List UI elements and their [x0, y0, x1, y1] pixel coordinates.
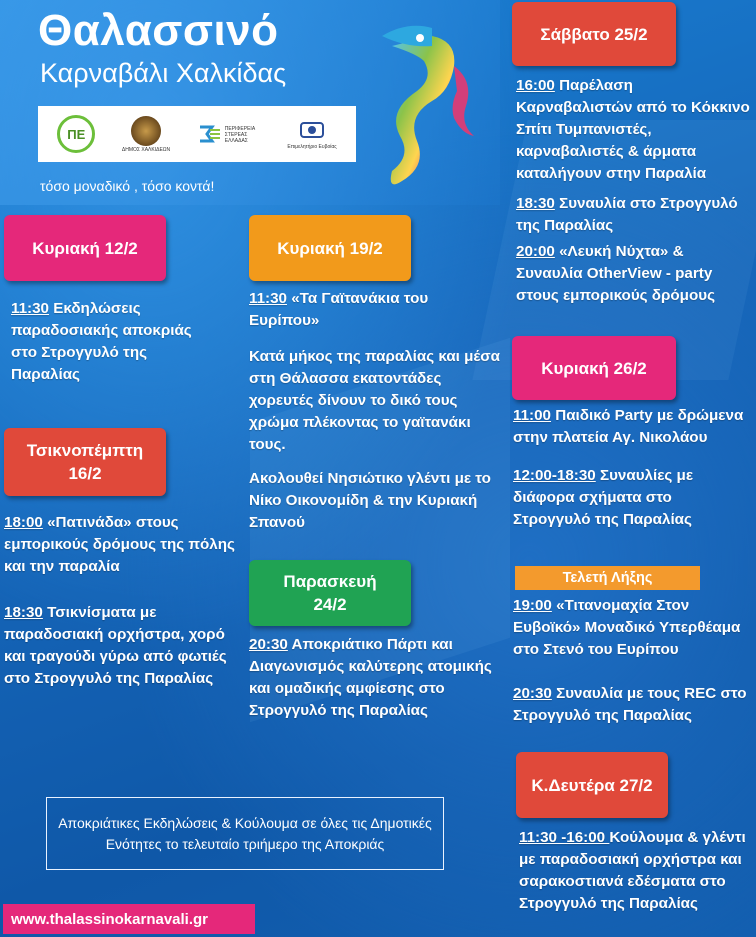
- event-time: 11:30: [11, 300, 50, 317]
- event-item: [513, 465, 753, 531]
- event-item: [519, 827, 753, 915]
- event-text: «Λευκή Νύχτα» & Συναυλία OtherView - party στους εμπορικούς δρόμους: [516, 243, 715, 304]
- event-text: Τσικνίσματα με παραδοσιακή ορχήστρα, χορό και τραγούδι γύρω από φωτιές στο Στρογγυλό της Παραλίας: [4, 604, 227, 687]
- event-item: [249, 634, 499, 722]
- chamber-label: Επιμελητήριο Ευβοίας: [287, 143, 337, 150]
- region-label: ΠΕΡΙΦΕΡΕΙΑ ΣΤΕΡΕΑΣ ΕΛΛΑΔΑΣ: [224, 125, 255, 144]
- event-time: 18:30: [516, 195, 555, 212]
- closing-ceremony-badge: Τελετή Λήξης: [515, 566, 700, 590]
- region-logo: [197, 121, 261, 147]
- event-item: [513, 683, 753, 727]
- event-item: [516, 75, 752, 185]
- pe-logo-mark: ΠΕ: [57, 115, 95, 153]
- slogan: τόσο μοναδικό , τόσο κοντά!: [40, 178, 215, 194]
- day-badge-line2: 24/2: [313, 595, 347, 614]
- event-time: 18:30: [4, 604, 43, 621]
- event-item: [513, 595, 753, 661]
- event-text: «Τα Γαϊτανάκια του Ευρίπου»: [249, 290, 429, 329]
- event-text: Αποκριάτικο Πάρτι και Διαγωνισμός καλύτερης ατομικής και ομαδικής αμφίεσης στο Στρογγυλό της Παραλίας: [249, 636, 492, 719]
- municipality-seal: [131, 116, 161, 146]
- day-badge-line1: Τσικνοπέμπτη: [26, 441, 144, 460]
- event-time: 20:00: [516, 243, 555, 260]
- events-sunday-19: [249, 288, 501, 534]
- event-text: Εκδηλώσεις παραδοσιακής αποκριάς στο Στρογγυλό της Παραλίας: [11, 300, 192, 383]
- event-text: «Πατινάδα» στους εμπορικούς δρόμους της πόλης και την παραλία: [4, 514, 235, 575]
- event-text: «Τιτανομαχία Στον Ευβοϊκό» Μοναδικό Υπερθέαμα στο Στενό του Ευρίπου: [513, 597, 741, 658]
- day-badge-line1: Παρασκευή: [283, 572, 377, 591]
- municipality-logo: [122, 116, 170, 153]
- events-friday-24: [249, 634, 499, 722]
- event-text: Παιδικό Party με δρώμενα στην πλατεία Αγ. Νικολάου: [513, 407, 744, 446]
- day-badge-tsiknopempti: [4, 428, 166, 496]
- day-badge-saturday-25: Σάββατο 25/2: [512, 2, 676, 66]
- events-sunday-26: [513, 405, 753, 531]
- event-time: 20:30: [249, 636, 288, 653]
- event-text: Κούλουμα & γλέντι με παραδοσιακή ορχήστρα και σαρακοστιανά εδέσματα στο Στρογγυλό της Παραλίας: [519, 829, 746, 912]
- event-item: [4, 602, 240, 690]
- event-text: Συναυλία με τους REC στο Στρογγυλό της Παραλίας: [513, 685, 747, 724]
- events-saturday-25: [516, 75, 752, 307]
- day-badge-monday-27: Κ.Δευτέρα 27/2: [516, 752, 668, 818]
- event-time: 11:00: [513, 407, 552, 424]
- event-text: Συναυλία στο Στρογγυλό της Παραλίας: [516, 195, 738, 234]
- events-monday-27: [519, 827, 753, 915]
- event-item: [516, 193, 752, 237]
- event-time: 18:00: [4, 514, 43, 531]
- day-badge-line2: 16/2: [68, 464, 102, 483]
- event-time: 16:00: [516, 77, 555, 94]
- day-badge-friday-24: [249, 560, 411, 626]
- day-badge-sunday-19: Κυριακή 19/2: [249, 215, 411, 281]
- info-box: [46, 797, 444, 870]
- seahorse-mascot-icon: [362, 6, 500, 196]
- chamber-icon: [297, 119, 327, 143]
- event-item: [4, 512, 240, 578]
- sponsor-logos: [38, 106, 356, 162]
- region-icon: [197, 121, 223, 147]
- page-title: Θαλασσινό: [38, 6, 279, 55]
- page-subtitle: Καρναβάλι Χαλκίδας: [40, 58, 287, 88]
- event-note: Κατά μήκος της παραλίας και μέσα στη Θάλασσα εκατοντάδες χορευτές δίνουν το δικό τους χρώμα πλέκοντας το γαϊτανάκι τους.: [249, 348, 500, 453]
- event-item: [513, 405, 753, 449]
- day-badge-sunday-12: Κυριακή 12/2: [4, 215, 166, 281]
- events-sunday-12: [11, 298, 211, 386]
- event-time: 11:30: [249, 290, 288, 307]
- event-time: 11:30 -16:00: [519, 829, 610, 846]
- event-item: [11, 298, 211, 386]
- info-text: Αποκριάτικες Εκδηλώσεις & Κούλουμα σε όλες τις Δημοτικές Ενότητες το τελευταίο τριήμερο της Αποκριάς: [58, 814, 432, 852]
- event-item: [249, 288, 501, 332]
- events-tsiknopempti: [4, 512, 240, 690]
- event-time: 12:00-18:30: [513, 467, 596, 484]
- event-note: Ακολουθεί Νησιώτικο γλέντι με το Νίκο Οικονομίδη & την Κυριακή Σπανού: [249, 470, 491, 531]
- website-link[interactable]: www.thalassinokarnavali.gr: [3, 904, 255, 934]
- day-badge-sunday-26: Κυριακή 26/2: [512, 336, 676, 400]
- chamber-logo: [287, 119, 336, 150]
- pe-logo: [57, 115, 95, 153]
- event-time: 19:00: [513, 597, 552, 614]
- municipality-label: ΔΗΜΟΣ ΧΑΛΚΙΔΕΩΝ: [121, 146, 171, 153]
- event-text: Παρέλαση Καρναβαλιστών από το Κόκκινο Σπίτι Τυμπανιστές, καρναβαλιστές & άρματα καταλήγουν στην Παραλία: [516, 77, 750, 182]
- events-closing-ceremony: [513, 595, 753, 727]
- event-item: [516, 241, 752, 307]
- event-time: 20:30: [513, 685, 552, 702]
- event-text: Συναυλίες με διάφορα σχήματα στο Στρογγυλό της Παραλίας: [513, 467, 694, 528]
